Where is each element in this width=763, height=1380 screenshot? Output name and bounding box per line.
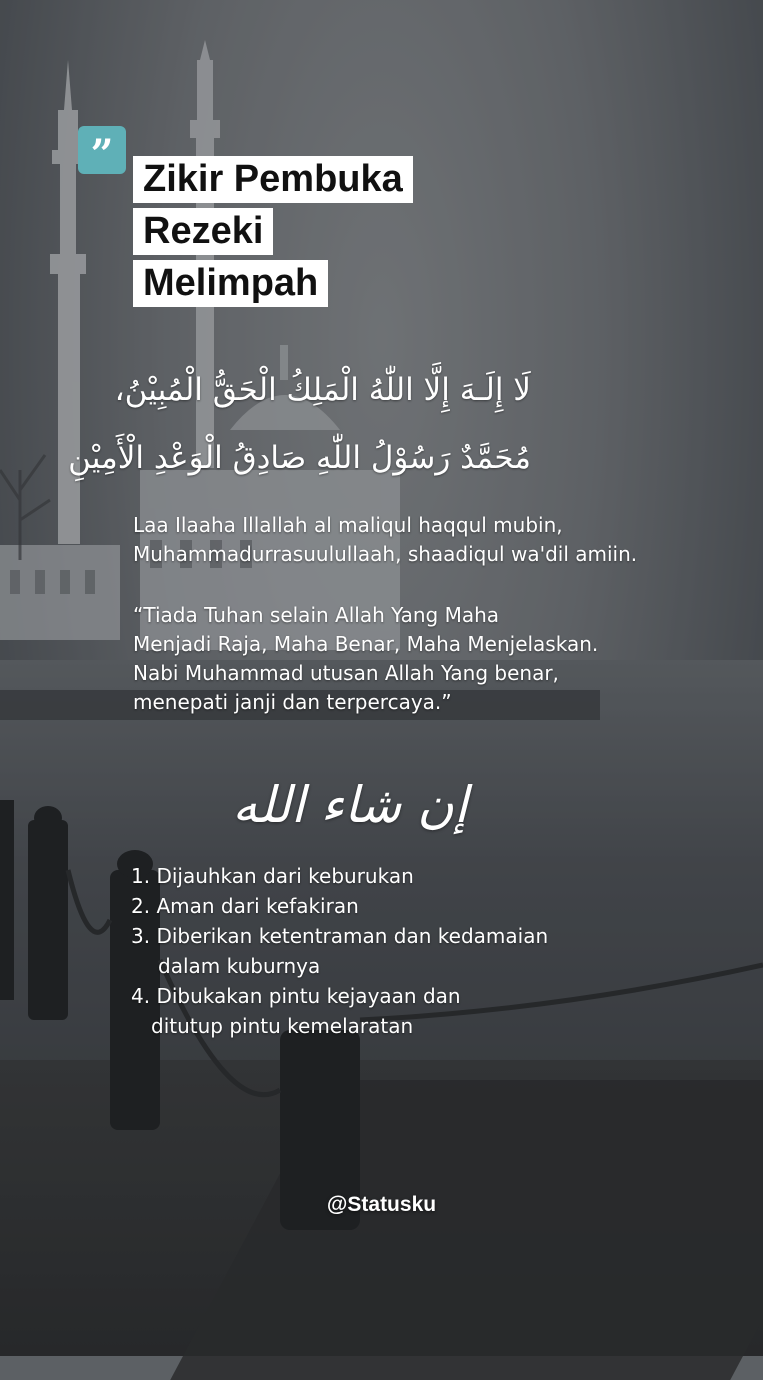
account-handle: @Statusku	[326, 1193, 437, 1216]
title-line: Melimpah	[133, 260, 328, 307]
arabic-dhikr-line-1: لَا إِلَـهَ إِلَّا اللّٰهُ الْمَلِكُ الْحَقُّ الْمُبِيْنُ،	[114, 372, 531, 408]
arabic-dhikr-line-2: مُحَمَّدٌ رَسُوْلُ اللّٰهِ صَادِقُ الْوَعْدِ الْأَمِيْنِ	[68, 440, 531, 476]
list-item: 2. Aman dari kefakiran	[131, 894, 359, 918]
title-line: Rezeki	[133, 208, 273, 255]
page-title	[133, 156, 413, 312]
title-line: Zikir Pembuka	[133, 156, 413, 203]
transliteration	[133, 511, 637, 569]
list-item-continuation: ditutup pintu kemelaratan	[151, 1014, 414, 1038]
list-item: 3. Diberikan ketentraman dan kedamaian	[131, 924, 549, 948]
transliteration-line: Laa Ilaaha Illallah al maliqul haqqul mubin,	[133, 513, 563, 537]
translation-line: menepati janji dan terpercaya.”	[133, 690, 452, 714]
list-item: 4. Dibukakan pintu kejayaan dan	[131, 984, 461, 1008]
benefits-list	[131, 861, 548, 1041]
insyaallah-calligraphy: إن شاء الله	[232, 776, 468, 834]
translation-line: Nabi Muhammad utusan Allah Yang benar,	[133, 661, 559, 685]
transliteration-line: Muhammadurrasuulullaah, shaadiqul wa'dil amiin.	[133, 542, 638, 566]
translation-line: Menjadi Raja, Maha Benar, Maha Menjelaskan.	[133, 632, 599, 656]
translation	[133, 601, 598, 717]
translation-line: “Tiada Tuhan selain Allah Yang Maha	[133, 603, 500, 627]
list-item: 1. Dijauhkan dari keburukan	[131, 864, 414, 888]
quote-icon: ”	[78, 126, 126, 174]
list-item-continuation: dalam kuburnya	[158, 954, 321, 978]
